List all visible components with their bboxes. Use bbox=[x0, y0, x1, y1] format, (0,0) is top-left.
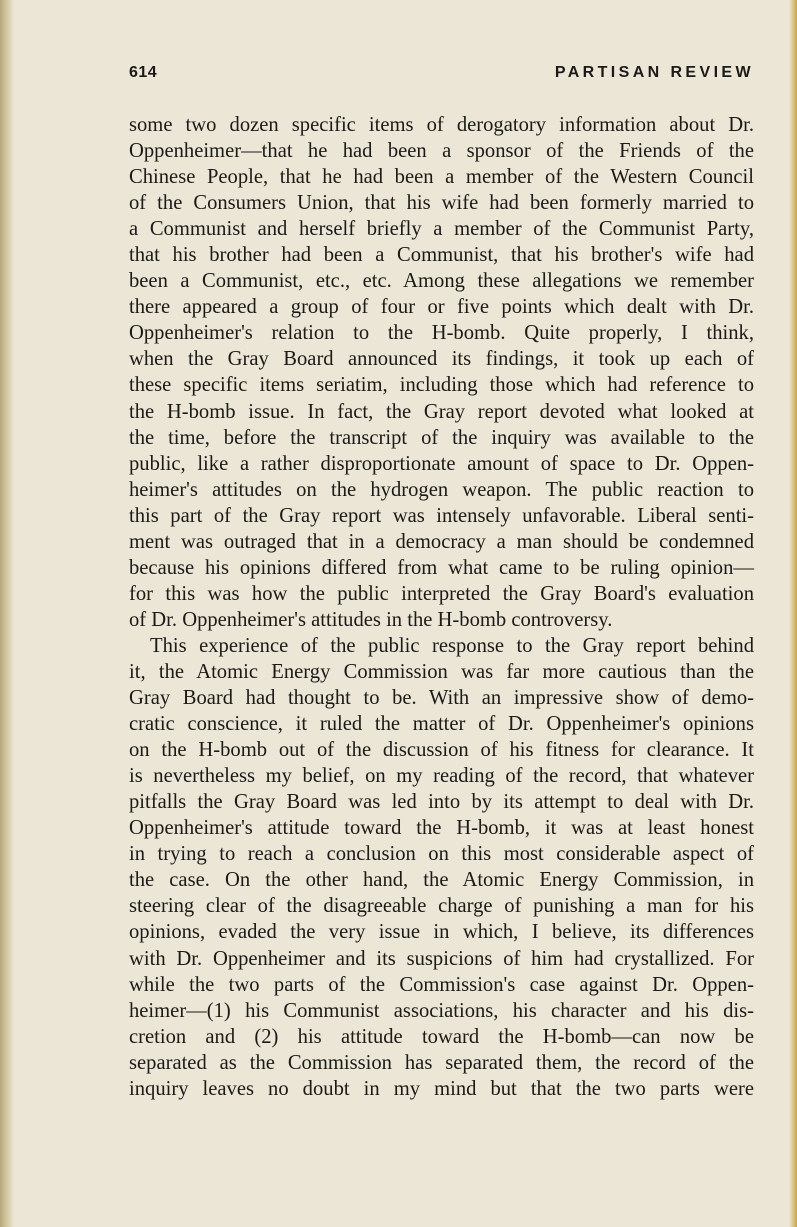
text-line: public, like a rather disproportionate amount of space to Dr. Oppen- bbox=[129, 452, 754, 475]
text-line: when the Gray Board announced its findings, it took up each of bbox=[129, 348, 754, 371]
journal-title: PARTISAN REVIEW bbox=[554, 64, 754, 81]
text-line: pitfalls the Gray Board was led into by its attempt to deal with Dr. bbox=[129, 791, 754, 814]
text-line: heimer—(1) his Communist associations, his character and his dis- bbox=[129, 999, 754, 1022]
text-line: of the Consumers Union, that his wife had been formerly married to bbox=[129, 192, 754, 215]
text-line: cratic conscience, it ruled the matter of Dr. Oppenheimer's opinions bbox=[129, 713, 754, 736]
text-line: some two dozen specific items of derogatory information about Dr. bbox=[129, 114, 754, 136]
text-line: these specific items seriatim, including those which had reference to bbox=[129, 374, 754, 397]
body-text bbox=[129, 112, 754, 1102]
text-line: Oppenheimer's relation to the H-bomb. Quite properly, I think, bbox=[129, 322, 754, 345]
running-head bbox=[129, 64, 754, 88]
text-line: a Communist and herself briefly a member of the Communist Party, bbox=[129, 218, 754, 241]
text-line: this part of the Gray report was intensely unfavorable. Liberal senti- bbox=[129, 504, 754, 527]
text-line: heimer's attitudes on the hydrogen weapon. The public reaction to bbox=[129, 478, 754, 501]
text-line: the H-bomb issue. In fact, the Gray report devoted what looked at bbox=[129, 400, 754, 423]
text-line: Chinese People, that he had been a member of the Western Council bbox=[129, 166, 754, 189]
text-line: ment was outraged that in a democracy a man should be condemned bbox=[129, 530, 754, 553]
text-line: inquiry leaves no doubt in my mind but that the two parts were bbox=[129, 1077, 754, 1100]
text-line: is nevertheless my belief, on my reading of the record, that whatever bbox=[129, 765, 754, 788]
text-line: in trying to reach a conclusion on this most considerable aspect of bbox=[129, 843, 754, 866]
text-line: it, the Atomic Energy Commission was far more cautious than the bbox=[129, 660, 754, 683]
text-line: while the two parts of the Commission's case against Dr. Oppen- bbox=[129, 973, 754, 996]
text-line: separated as the Commission has separated them, the record of the bbox=[129, 1051, 754, 1074]
text-line-paragraph-start: This experience of the public response to the Gray report behind bbox=[150, 634, 754, 657]
text-line: Gray Board had thought to be. With an impressive show of demo- bbox=[129, 687, 754, 710]
page-number: 614 bbox=[129, 64, 158, 81]
text-line: Oppenheimer's attitude toward the H-bomb, it was at least honest bbox=[129, 817, 754, 840]
text-line: opinions, evaded the very issue in which, I believe, its differences bbox=[129, 921, 754, 944]
text-line: for this was how the public interpreted the Gray Board's evaluation bbox=[129, 582, 754, 605]
text-line: steering clear of the disagreeable charge of punishing a man for his bbox=[129, 895, 754, 918]
text-line: on the H-bomb out of the discussion of his fitness for clearance. It bbox=[129, 739, 754, 762]
text-line: the time, before the transcript of the inquiry was available to the bbox=[129, 426, 754, 449]
text-line: that his brother had been a Communist, that his brother's wife had bbox=[129, 244, 754, 267]
text-line: with Dr. Oppenheimer and its suspicions of him had crystallized. For bbox=[129, 947, 754, 970]
text-line: the case. On the other hand, the Atomic Energy Commission, in bbox=[129, 869, 754, 892]
text-line: there appeared a group of four or five points which dealt with Dr. bbox=[129, 296, 754, 319]
text-line: because his opinions differed from what came to be ruling opinion— bbox=[129, 556, 754, 579]
text-line-paragraph-end: of Dr. Oppenheimer's attitudes in the H-bomb controversy. bbox=[129, 608, 613, 631]
text-line: been a Communist, etc., etc. Among these allegations we remember bbox=[129, 270, 754, 293]
text-line: cretion and (2) his attitude toward the H-bomb—can now be bbox=[129, 1025, 754, 1048]
text-line: Oppenheimer—that he had been a sponsor of the Friends of the bbox=[129, 140, 754, 163]
